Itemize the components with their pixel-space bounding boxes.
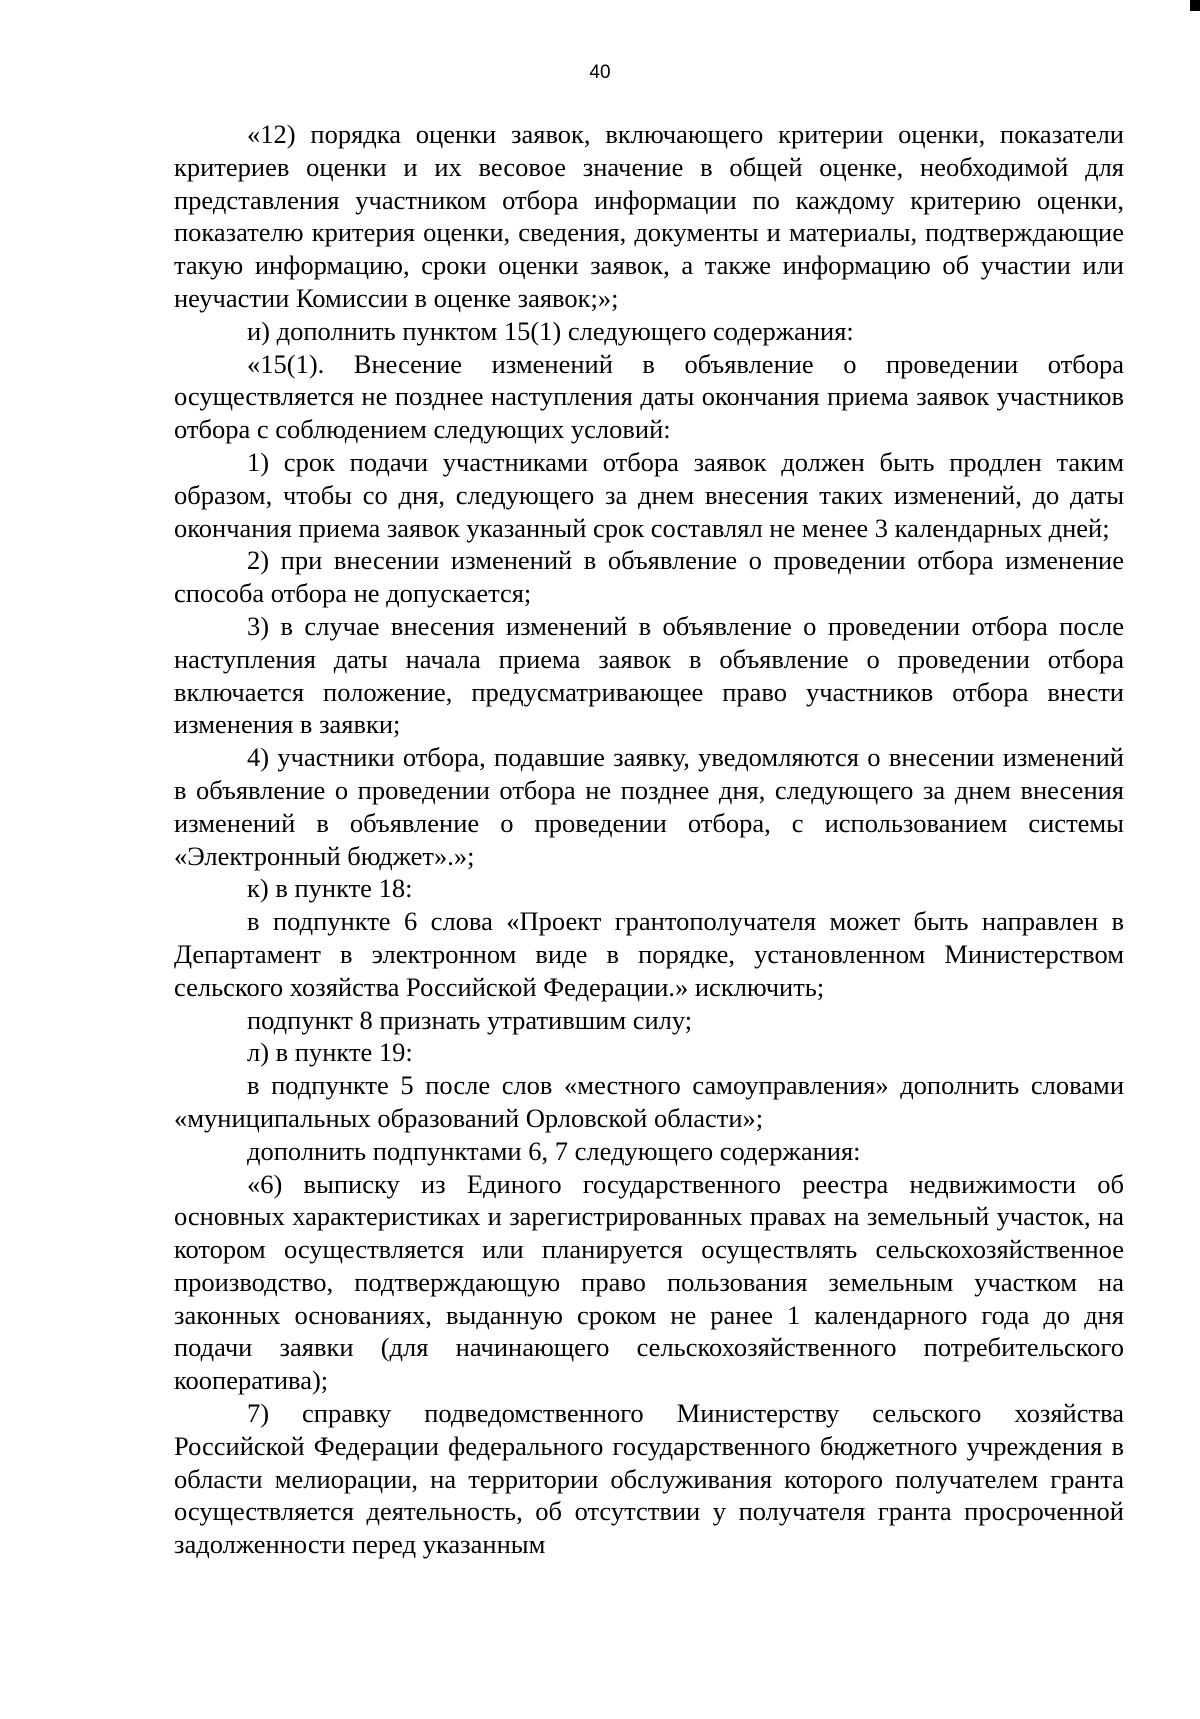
paragraph-amendment-k: к) в пункте 18:	[247, 873, 413, 904]
paragraph-clause-15-1: «15(1). Внесение изменений в объявление о проведении отбора осуществляется не позднее наступления даты окончания приема заявок участников отбора с соблюдением следующих условий:	[174, 348, 1124, 445]
paragraph-add-subclauses: дополнить подпунктами 6, 7 следующего содержания:	[247, 1135, 861, 1166]
paragraph-condition-2: 2) при внесении изменений в объявление о проведении отбора изменение способа отбора не допускается;	[174, 545, 1124, 609]
document-body	[174, 118, 1124, 1561]
scan-corner-mark	[1190, 0, 1200, 11]
paragraph-item-12: «12) порядка оценки заявок, включающего критерии оценки, показатели критериев оценки и их весовое значение в общей оценке, необходимой для представления участником отбора информации по каждому критерию оценки, показателю критерия оценки, сведения, документы и материалы, подтверждающие такую информацию, сроки оценки заявок, а также информацию об участии или неучастии Комиссии в оценке заявок;»;	[174, 119, 1124, 313]
paragraph-condition-4: 4) участники отбора, подавшие заявку, уведомляются о внесении изменений в объявление о проведении отбора не позднее дня, следующего за днем внесения изменений в объявление о проведении отбора, с использованием системы «Электронный бюджет».»;	[174, 742, 1124, 871]
paragraph-condition-1: 1) срок подачи участниками отбора заявок должен быть продлен таким образом, чтобы со дня, следующего за днем внесения таких изменений, до даты окончания приема заявок указанный срок составлял не менее 3 календарных дней;	[174, 446, 1124, 543]
paragraph-amendment-l: л) в пункте 19:	[247, 1037, 413, 1068]
paragraph-condition-3: 3) в случае внесения изменений в объявление о проведении отбора после наступления даты начала приема заявок в объявление о проведении отбора включается положение, предусматривающее право участников отбора внести изменения в заявки;	[174, 610, 1124, 740]
paragraph-subclause-5: в подпункте 5 после слов «местного самоуправления» дополнить словами «муниципальных образований Орловской области»;	[174, 1070, 1124, 1133]
paragraph-subclause-new-7: 7) справку подведомственного Министерству сельского хозяйства Российской Федерации федерального государственного бюджетного учреждения в области мелиорации, на территории обслуживания которого получателем гранта осуществляется деятельность, об отсутствии у получателя гранта просроченной задолженности перед указанным	[174, 1398, 1124, 1560]
paragraph-subclause-8: подпункт 8 признать утратившим силу;	[247, 1004, 693, 1035]
paragraph-subclause-6: в подпункте 6 слова «Проект грантополучателя может быть направлен в Департамент в электронном виде в порядке, установленном Министерством сельского хозяйства Российской Федерации.» исключить;	[174, 906, 1124, 1002]
paragraph-subclause-new-6: «6) выписку из Единого государственного реестра недвижимости об основных характеристиках и зарегистрированных правах на земельный участок, на котором осуществляется или планируется осуществлять сельскохозяйственное производство, подтверждающую право пользования земельным участком на законных основаниях, выданную сроком не ранее 1 календарного года до дня подачи заявки (для начинающего сельскохозяйственного потребительского кооператива);	[174, 1168, 1124, 1396]
paragraph-amendment-i: и) дополнить пунктом 15(1) следующего содержания:	[247, 315, 854, 346]
page-number: 40	[589, 62, 611, 83]
